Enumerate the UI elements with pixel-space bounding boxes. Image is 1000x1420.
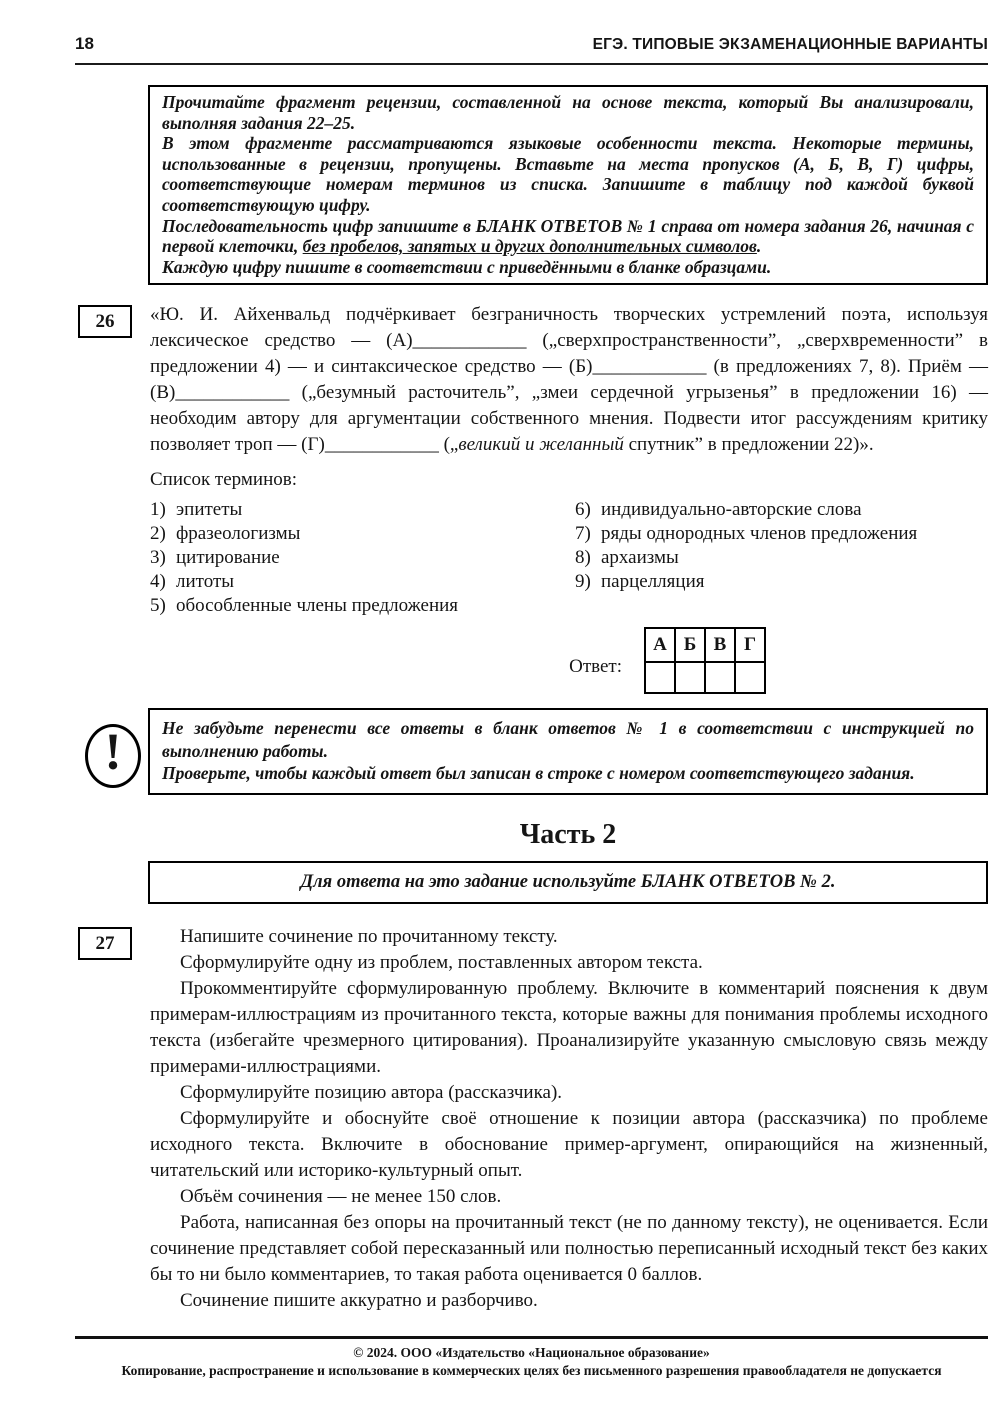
page-header [75, 34, 988, 65]
instruction-paragraph: Каждую цифру пишите в соответствии с приведёнными в бланке образцами. [162, 256, 772, 277]
page-number: 18 [75, 34, 94, 53]
essay-paragraph: Сформулируйте позицию автора (рассказчика). [180, 1081, 563, 1103]
term-item: 1) эпитеты [150, 499, 243, 521]
answer-area [150, 627, 766, 694]
answer-grid-empty-cell [705, 662, 735, 693]
answer-label: Ответ: [569, 655, 622, 677]
terms-column-left [150, 498, 575, 618]
term-item: 2) фразеологизмы [150, 523, 301, 545]
task26-number-box: 26 [78, 305, 132, 338]
term-item: 7) ряды однородных членов предложения [575, 523, 918, 545]
task26-review-text: «Ю. И. Айхенвальд подчёркивает безграничность творческих устремлений поэта, используя лексическое средство — (А)____________ („сверхпространственности”, „сверхвременности” в предложении 4) — и синтаксическое средство — (Б)____________ (в предложениях 7, 8). Приём — (В)____________ („безумный расточитель”, „змеи сердечной угрызенья” в предложении 16) — необходим автору для аргументации собственного мнения. Подвести итог рассуждениям критику позволяет троп — (Г)____________ („великий и желанный спутник” в предложении 22)». [150, 304, 988, 456]
page-footer [75, 1336, 988, 1380]
quoted-italic-phrase: великий и желанный [458, 434, 624, 456]
essay-paragraph: Сочинение пишите аккуратно и разборчиво. [180, 1289, 538, 1311]
part2-heading: Часть 2 [519, 818, 617, 850]
instruction-paragraph: Прочитайте фрагмент рецензии, составленной на основе текста, который Вы анализировали, выполняя задания 22–25. [162, 92, 974, 133]
essay-paragraph: Сформулируйте и обоснуйте своё отношение к позиции автора (рассказчика) по проблеме исходного текста. Включите в обоснование пример-аргумент, опирающийся на жизненный, читательский или историко-культурный опыт. [150, 1107, 988, 1181]
answer-grid-input-row [645, 662, 765, 693]
answer-grid [644, 627, 766, 694]
essay-paragraph: Прокомментируйте сформулированную проблему. Включите в комментарий пояснения к двум примерам-иллюстрациям из прочитанного текста, которые важны для понимания проблемы исходного текста (избегайте чрезмерного цитирования). Проанализируйте указанную смысловую связь между примерами-иллюстрациями. [150, 977, 988, 1077]
essay-paragraph: Напишите сочинение по прочитанному тексту. [180, 925, 558, 947]
warning-box [148, 708, 988, 795]
instruction-paragraph: Последовательность цифр запишите в БЛАНК ОТВЕТОВ № 1 справа от номера задания 26, начиная с первой клеточки, без пробелов, запятых и других дополнительных символов. [162, 215, 974, 257]
running-title: ЕГЭ. ТИПОВЫЕ ЭКЗАМЕНАЦИОННЫЕ ВАРИАНТЫ [592, 36, 988, 53]
terms-list-title: Список терминов: [150, 469, 297, 491]
task-26 [75, 302, 988, 694]
task26-instruction-box [148, 85, 988, 285]
term-item: 4) литоты [150, 571, 235, 593]
term-item: 9) парцелляция [575, 571, 705, 593]
underlined-instruction: без пробелов, запятых и других дополнительных символов [302, 236, 757, 257]
terms-list [150, 498, 988, 618]
answer-grid-header-row [645, 628, 765, 662]
warning-paragraph: Проверьте, чтобы каждый ответ был записан в строке с номером соответствующего задания. [162, 763, 915, 784]
warning-paragraph: Не забудьте перенести все ответы в бланк ответов № 1 в соответствии с инструкцией по выполнению работы. [162, 718, 974, 761]
answer-grid-header-cell: А [645, 628, 675, 662]
terms-column-right [575, 498, 917, 618]
essay-paragraph: Объём сочинения — не менее 150 слов. [180, 1185, 502, 1207]
answer-grid-empty-cell [675, 662, 705, 693]
term-item: 6) индивидуально-авторские слова [575, 499, 862, 521]
term-item: 8) архаизмы [575, 547, 679, 569]
answer-grid-header-cell: В [705, 628, 735, 662]
answer-grid-empty-cell [735, 662, 765, 693]
instruction-paragraph: В этом фрагменте рассматриваются языковые особенности текста. Некоторые термины, использованные в рецензии, пропущены. Вставьте на места пропусков (А, Б, В, Г) цифры, соответствующие номерам терминов из списка. Запишите в таблицу под каждой буквой соответствующую цифру. [162, 133, 974, 215]
exclamation-icon: ! [85, 724, 141, 788]
rights-line: Копирование, распространение и использование в коммерческих целях без письменного разрешения правообладателя не допускается [121, 1363, 942, 1378]
copyright-line: © 2024. ООО «Издательство «Национальное образование» [353, 1345, 710, 1360]
answer-grid-header-cell: Б [675, 628, 705, 662]
task27-text [150, 924, 988, 1314]
transfer-answers-warning [75, 708, 988, 795]
answer-grid-empty-cell [645, 662, 675, 693]
essay-paragraph: Сформулируйте одну из проблем, поставленных автором текста. [180, 951, 703, 973]
task-27 [75, 924, 988, 1314]
part2-instruction-box: Для ответа на это задание используйте БЛАНК ОТВЕТОВ № 2. [148, 861, 988, 904]
term-item: 3) цитирование [150, 547, 280, 569]
term-item: 5) обособленные члены предложения [150, 595, 459, 617]
task27-number-box: 27 [78, 927, 132, 960]
essay-paragraph: Работа, написанная без опоры на прочитанный текст (не по данному тексту), не оценивается. Если сочинение представляет собой пересказанный или полностью переписанный исходный текст без каких бы то ни было комментариев, то такая работа оценивается 0 баллов. [150, 1211, 988, 1285]
answer-grid-header-cell: Г [735, 628, 765, 662]
